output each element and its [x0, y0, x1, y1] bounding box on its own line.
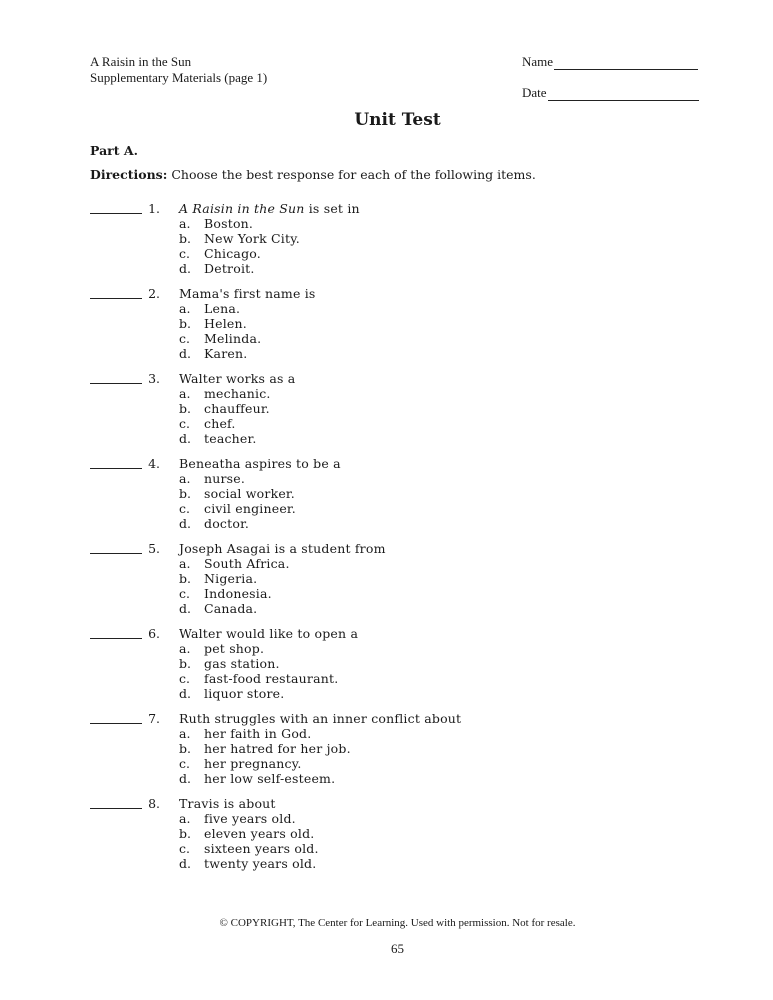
question-text — [179, 201, 360, 216]
answer-option — [90, 301, 650, 316]
question-stem-text: Ruth struggles with an inner conflict about — [179, 711, 462, 726]
answer-option — [90, 216, 650, 231]
answer-blank[interactable] — [90, 711, 142, 724]
option-text: chauffeur. — [204, 401, 270, 416]
option-letter: c. — [179, 501, 190, 516]
answer-option — [90, 386, 650, 401]
question-stem — [90, 626, 650, 641]
option-text: Canada. — [204, 601, 258, 616]
option-text: liquor store. — [204, 686, 285, 701]
answer-option — [90, 316, 650, 331]
question-number: 7. — [148, 711, 160, 726]
question-stem — [90, 371, 650, 386]
option-text: Chicago. — [204, 246, 261, 261]
answer-option — [90, 571, 650, 586]
option-text: her faith in God. — [204, 726, 312, 741]
answer-option — [90, 671, 650, 686]
question-stem-text: Walter would like to open a — [179, 626, 359, 641]
option-letter: a. — [179, 641, 191, 656]
option-letter: b. — [179, 571, 191, 586]
question-text — [179, 626, 358, 641]
option-text: her low self-esteem. — [204, 771, 336, 786]
option-text: chef. — [204, 416, 236, 431]
option-letter: d. — [179, 431, 191, 446]
answer-option — [90, 231, 650, 246]
option-letter: d. — [179, 601, 191, 616]
question-text — [179, 371, 295, 386]
option-text: twenty years old. — [204, 856, 317, 871]
answer-option — [90, 501, 650, 516]
option-letter: a. — [179, 386, 191, 401]
option-text: pet shop. — [204, 641, 265, 656]
name-field[interactable] — [522, 54, 698, 70]
question-stem — [90, 711, 650, 726]
question-item — [90, 711, 650, 786]
name-blank-line[interactable] — [554, 57, 698, 70]
question-item — [90, 371, 650, 446]
question-stem-text: Mama's first name is — [179, 286, 316, 301]
answer-option — [90, 756, 650, 771]
answer-blank[interactable] — [90, 371, 142, 384]
option-letter: b. — [179, 401, 191, 416]
page-title: Unit Test — [354, 110, 441, 130]
option-letter: c. — [179, 671, 190, 686]
answer-blank[interactable] — [90, 201, 142, 214]
question-item — [90, 456, 650, 531]
directions-text: Choose the best response for each of the following items. — [171, 167, 536, 182]
question-stem — [90, 456, 650, 471]
question-stem-text: is set in — [308, 201, 360, 216]
question-number: 4. — [148, 456, 160, 471]
answer-option — [90, 416, 650, 431]
option-letter: a. — [179, 811, 191, 826]
question-number: 6. — [148, 626, 160, 641]
answer-option — [90, 841, 650, 856]
question-text — [179, 711, 461, 726]
option-letter: c. — [179, 586, 190, 601]
option-letter: b. — [179, 741, 191, 756]
option-text: Detroit. — [204, 261, 255, 276]
question-number: 1. — [148, 201, 160, 216]
answer-option — [90, 261, 650, 276]
option-letter: c. — [179, 416, 190, 431]
answer-option — [90, 246, 650, 261]
option-text: eleven years old. — [204, 826, 315, 841]
question-number: 8. — [148, 796, 160, 811]
answer-option — [90, 741, 650, 756]
question-stem-text: Beneatha aspires to be a — [179, 456, 341, 471]
option-letter: b. — [179, 826, 191, 841]
question-stem — [90, 541, 650, 556]
option-letter: a. — [179, 556, 191, 571]
materials-subtitle: Supplementary Materials (page 1) — [90, 70, 268, 85]
option-letter: d. — [179, 771, 191, 786]
answer-option — [90, 856, 650, 871]
option-text: civil engineer. — [204, 501, 296, 516]
name-label: Name — [522, 54, 554, 69]
option-text: South Africa. — [204, 556, 290, 571]
question-text — [179, 286, 316, 301]
answer-option — [90, 331, 650, 346]
question-item — [90, 541, 650, 616]
option-text: fast-food restaurant. — [204, 671, 339, 686]
option-text: her hatred for her job. — [204, 741, 351, 756]
option-letter: a. — [179, 301, 191, 316]
book-title: A Raisin in the Sun — [90, 54, 192, 69]
question-stem — [90, 796, 650, 811]
option-letter: c. — [179, 756, 190, 771]
directions-label: Directions: — [90, 167, 168, 182]
option-letter: c. — [179, 246, 190, 261]
option-letter: b. — [179, 316, 191, 331]
option-text: her pregnancy. — [204, 756, 302, 771]
option-letter: d. — [179, 346, 191, 361]
option-letter: a. — [179, 216, 191, 231]
date-field[interactable] — [522, 85, 699, 101]
option-text: doctor. — [204, 516, 250, 531]
answer-option — [90, 811, 650, 826]
option-letter: d. — [179, 516, 191, 531]
answer-blank[interactable] — [90, 286, 142, 299]
question-stem — [90, 286, 650, 301]
option-letter: d. — [179, 261, 191, 276]
answer-option — [90, 401, 650, 416]
question-stem-text: Travis is about — [179, 796, 276, 811]
option-text: Lena. — [204, 301, 241, 316]
answer-option — [90, 346, 650, 361]
answer-blank[interactable] — [90, 796, 142, 809]
option-text: nurse. — [204, 471, 246, 486]
option-letter: d. — [179, 856, 191, 871]
option-text: gas station. — [204, 656, 280, 671]
question-item — [90, 796, 650, 871]
question-item — [90, 286, 650, 361]
question-text — [179, 796, 276, 811]
answer-option — [90, 486, 650, 501]
option-text: teacher. — [204, 431, 257, 446]
option-letter: b. — [179, 656, 191, 671]
question-text — [179, 456, 341, 471]
copyright-footer: © COPYRIGHT, The Center for Learning. Used with permission. Not for resale. — [219, 917, 576, 929]
option-text: mechanic. — [204, 386, 271, 401]
question-stem-text: Joseph Asagai is a student from — [179, 541, 386, 556]
answer-option — [90, 601, 650, 616]
answer-option — [90, 586, 650, 601]
answer-option — [90, 771, 650, 786]
answer-option — [90, 516, 650, 531]
option-letter: b. — [179, 231, 191, 246]
answer-option — [90, 726, 650, 741]
date-blank-line[interactable] — [548, 88, 699, 101]
option-text: Melinda. — [204, 331, 262, 346]
answer-option — [90, 641, 650, 656]
option-text: Indonesia. — [204, 586, 272, 601]
answer-blank[interactable] — [90, 541, 142, 554]
option-letter: c. — [179, 841, 190, 856]
page-number: 65 — [391, 941, 404, 956]
option-text: New York City. — [204, 231, 300, 246]
answer-option — [90, 686, 650, 701]
option-text: Boston. — [204, 216, 254, 231]
directions — [90, 167, 536, 182]
option-text: Karen. — [204, 346, 248, 361]
book-title-italic: A Raisin in the Sun — [179, 201, 305, 216]
question-number: 3. — [148, 371, 160, 386]
question-number: 2. — [148, 286, 160, 301]
answer-blank[interactable] — [90, 626, 142, 639]
answer-blank[interactable] — [90, 456, 142, 469]
option-letter: b. — [179, 486, 191, 501]
date-label: Date — [522, 85, 547, 100]
answer-option — [90, 556, 650, 571]
question-item — [90, 626, 650, 701]
question-number: 5. — [148, 541, 160, 556]
answer-option — [90, 656, 650, 671]
question-stem — [90, 201, 650, 216]
header-left — [90, 54, 267, 86]
option-letter: a. — [179, 726, 191, 741]
option-text: Nigeria. — [204, 571, 258, 586]
part-label: Part A. — [90, 143, 138, 158]
option-text: five years old. — [204, 811, 296, 826]
answer-option — [90, 471, 650, 486]
option-letter: a. — [179, 471, 191, 486]
question-item — [90, 201, 650, 276]
answer-option — [90, 826, 650, 841]
question-text — [179, 541, 386, 556]
option-text: social worker. — [204, 486, 295, 501]
option-letter: c. — [179, 331, 190, 346]
answer-option — [90, 431, 650, 446]
option-text: sixteen years old. — [204, 841, 319, 856]
option-text: Helen. — [204, 316, 247, 331]
question-stem-text: Walter works as a — [179, 371, 296, 386]
option-letter: d. — [179, 686, 191, 701]
